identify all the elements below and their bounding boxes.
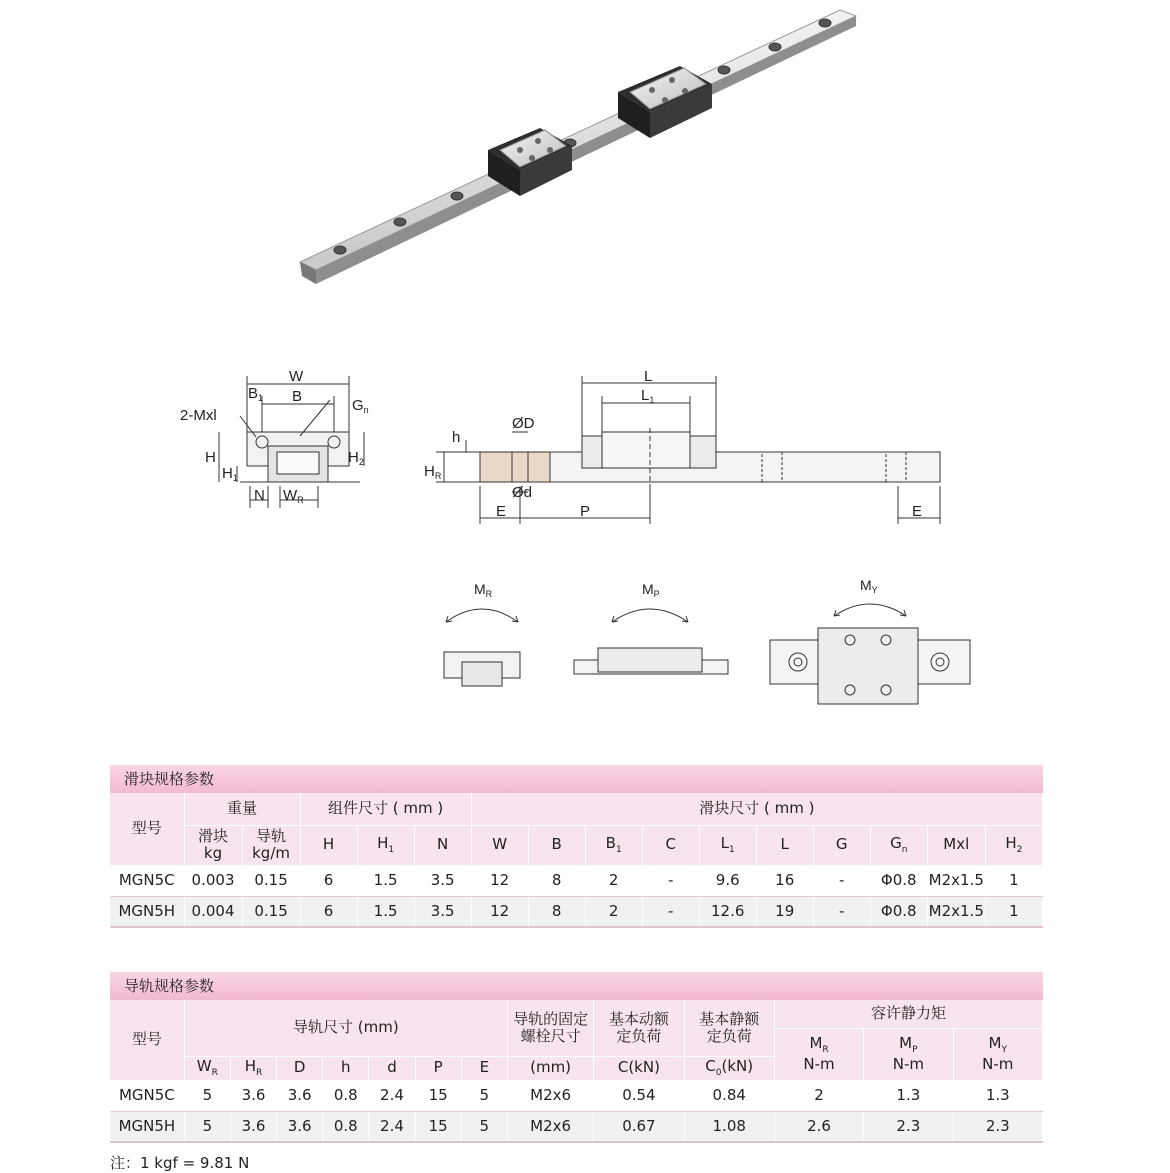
table-cell: 2.3 [953,1111,1042,1142]
table-cell: 0.67 [594,1111,684,1142]
header-col-6: E [461,1056,507,1080]
svg-text:L: L [644,368,653,385]
table-cell: 2.4 [369,1080,415,1111]
header-moment: 容许静力矩 [774,1000,1042,1028]
table-cell: MGN5C [110,865,184,896]
table-cell: 8 [528,865,585,896]
table-cell: - [642,896,699,927]
table-cell: 12 [471,896,528,927]
table-cell: M2x1.5 [927,896,985,927]
table-row [110,896,1043,927]
block-table-title: 滑块规格参数 [110,765,1043,793]
header-col-3: W [471,825,528,865]
header-bolt-unit: (mm) [507,1056,593,1080]
svg-text:2-Mxl: 2-Mxl [180,407,217,424]
table-cell: MGN5C [110,1080,184,1111]
table-cell: 1 [985,865,1042,896]
moment-diagrams [430,570,990,720]
table-row [110,1080,1043,1111]
footnote: 注：1 kgf = 9.81 N [110,1154,250,1172]
table-cell: 1.08 [684,1111,774,1142]
table-cell: 3.6 [230,1080,276,1111]
table-cell: M2x6 [507,1080,593,1111]
table-cell: 1.5 [357,896,414,927]
table-cell: 9.6 [699,865,756,896]
table-cell: 5 [184,1111,230,1142]
table-cell: MGN5H [110,1111,184,1142]
table-cell: 1.3 [953,1080,1042,1111]
table-cell: 2.4 [369,1111,415,1142]
table-cell: 1.3 [864,1080,953,1111]
header-weight-rail: 导轨 kg/m [242,825,300,865]
table-cell: M2x1.5 [927,865,985,896]
table-cell: MGN5H [110,896,184,927]
table-cell: 6 [300,896,357,927]
header-col-10: $G_n$ [870,825,927,865]
header-col-12: $H_2$ [985,825,1042,865]
table-row [110,865,1043,896]
header-col-1: $H_1$ [357,825,414,865]
table-row [110,1111,1043,1142]
table-cell: 3.6 [277,1080,323,1111]
svg-text:E: E [496,503,507,520]
header-block-dims: 滑块尺寸 ( mm ) [471,793,1042,825]
header-col-1: $H_R$ [230,1056,276,1080]
table-cell: 0.84 [684,1080,774,1111]
header-moment-1: $M_P$ N-m [864,1028,953,1080]
table-cell: 0.8 [323,1111,369,1142]
svg-text:HR: $H_R$ [424,463,442,481]
header-moment-2: $M_Y$ N-m [953,1028,1042,1080]
svg-text:W: W [289,368,304,385]
svg-text:MP: $M_P$ [642,581,660,599]
header-col-11: Mxl [927,825,985,865]
table-cell: 1.5 [357,865,414,896]
svg-text:P: P [580,503,591,520]
header-col-5: P [415,1056,461,1080]
header-col-4: d [369,1056,415,1080]
svg-text:L1: $L_1$ [641,387,655,405]
header-col-3: h [323,1056,369,1080]
table-cell: 1 [985,896,1042,927]
table-cell: 2 [774,1080,863,1111]
table-cell: 2.3 [864,1111,953,1142]
svg-text:WR: $W_R$ [283,487,304,505]
header-weight-block: 滑块 kg [184,825,242,865]
product-photo [290,0,870,300]
header-col-6: C [642,825,699,865]
svg-text:MR: $M_R$ [474,581,493,599]
table-cell: 3.5 [414,865,471,896]
table-cell: M2x6 [507,1111,593,1142]
table-cell: 5 [184,1080,230,1111]
svg-text:Gn: $G_n$ [352,397,369,415]
table-cell: 0.15 [242,865,300,896]
table-cell: 3.5 [414,896,471,927]
table-cell: 0.003 [184,865,242,896]
table-cell: 8 [528,896,585,927]
svg-text:B1: $B_1$ [248,385,264,403]
svg-text:ØD: ØD [512,415,535,432]
table-cell: 12.6 [699,896,756,927]
table-cell: - [642,865,699,896]
svg-text:H2: $H_2$ [348,449,364,467]
svg-text:E: E [912,503,923,520]
table-cell: 19 [756,896,813,927]
header-col-7: $L_1$ [699,825,756,865]
table-cell: 15 [415,1111,461,1142]
header-col-9: G [813,825,870,865]
table-cell: 3.6 [230,1111,276,1142]
table-cell: - [813,896,870,927]
header-col-5: $B_1$ [585,825,642,865]
svg-text:MY: $M_Y$ [860,577,878,595]
table-cell: 6 [300,865,357,896]
table-cell: 2 [585,896,642,927]
table-cell: 5 [461,1111,507,1142]
svg-text:N: N [254,487,265,504]
rail-table-title: 导轨规格参数 [110,972,1043,1000]
header-col-4: B [528,825,585,865]
table-cell: Φ0.8 [870,865,927,896]
header-static-load: 基本静额 定负荷 [684,1000,774,1056]
header-moment-0: $M_R$ N-m [774,1028,863,1080]
header-model: 型号 [110,1000,184,1080]
table-cell: 2.6 [774,1111,863,1142]
table-cell: 0.15 [242,896,300,927]
header-rail-dims: 导轨尺寸 (mm) [184,1000,507,1056]
svg-text:h: h [452,429,461,446]
table-cell: 15 [415,1080,461,1111]
header-stat-unit: $C_0(kN)$ [684,1056,774,1080]
table-cell: 0.54 [594,1080,684,1111]
side-view-drawing [410,360,950,530]
table-cell: 12 [471,865,528,896]
rail-spec-table [110,1000,1043,1143]
header-col-0: H [300,825,357,865]
svg-text:B: B [292,388,303,405]
header-col-2: N [414,825,471,865]
table-cell: 0.004 [184,896,242,927]
svg-text:H: H [205,449,216,466]
table-cell: 2 [585,865,642,896]
table-cell: Φ0.8 [870,896,927,927]
svg-text:H1: $H_1$ [222,465,238,483]
table-cell: - [813,865,870,896]
front-view-drawing [170,360,390,520]
header-assembly: 组件尺寸 ( mm ) [300,793,471,825]
header-model: 型号 [110,793,184,865]
header-dynamic-load: 基本动额 定负荷 [594,1000,684,1056]
table-cell: 3.6 [277,1111,323,1142]
header-col-8: L [756,825,813,865]
header-dyn-unit: C(kN) [594,1056,684,1080]
header-col-2: D [277,1056,323,1080]
block-spec-table [110,793,1043,928]
header-col-0: $W_R$ [184,1056,230,1080]
table-cell: 5 [461,1080,507,1111]
svg-text:Ød: Ød [512,484,533,501]
header-bolt: 导轨的固定 螺栓尺寸 [507,1000,593,1056]
header-weight: 重量 [184,793,300,825]
table-cell: 16 [756,865,813,896]
table-cell: 0.8 [323,1080,369,1111]
